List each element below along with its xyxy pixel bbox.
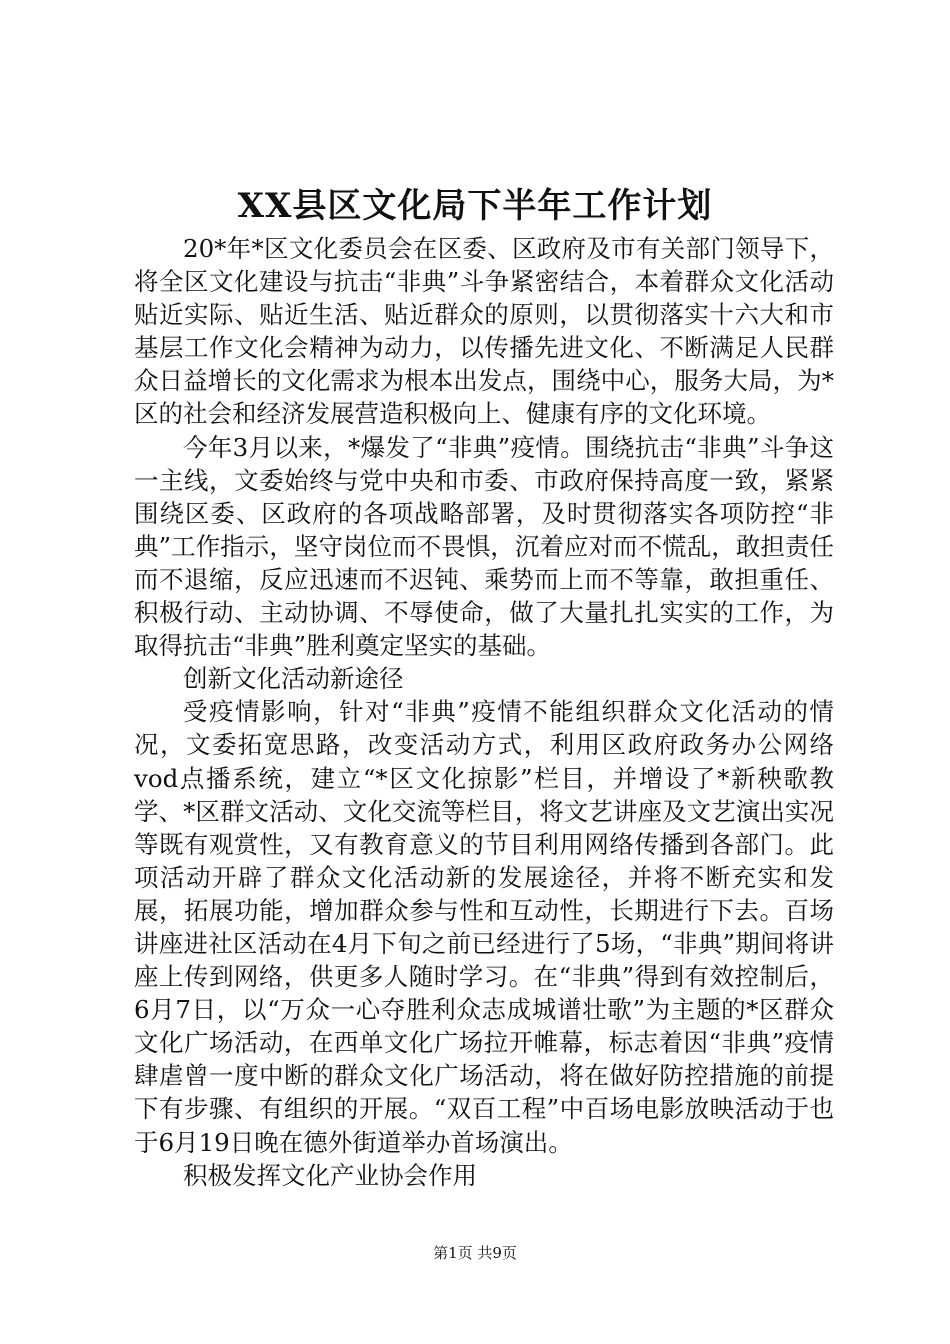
section-heading-innovation: 创新文化活动新途径 (183, 664, 404, 694)
paragraph-sars: 今年3月以来，*爆发了“非典”疫情。围绕抗击“非典”斗争这一主线，文委始终与党中央和市委、市政府保持高度一致，紧紧围绕区委、区政府的各项战略部署，及时贯彻落实各项防控“非典”工作指示，坚守岗位而不畏惧，沉着应对而不慌乱，敢担责任而不退缩，反应迅速而不迟钝、乘势而上而不等靠，敢担重任、积极行动、主动协调、不辱使命，做了大量扎扎实实的工作，为取得抗击“非典”胜利奠定坚实的基础。 (134, 432, 834, 661)
document-body (134, 232, 834, 1192)
document-title: XX县区文化局下半年工作计划 (237, 186, 713, 226)
paragraph-intro: 20*年*区文化委员会在区委、区政府及市有关部门领导下，将全区文化建设与抗击“非典”斗争紧密结合，本着群众文化活动贴近实际、贴近生活、贴近群众的原则，以贯彻落实十六大和市基层工作文化会精神为动力，以传播先进文化、不断满足人民群众日益增长的文化需求为根本出发点，围绕中心，服务大局，为*区的社会和经济发展营造积极向上、健康有序的文化环境。 (134, 234, 834, 429)
page-number-footer: 第1页 共9页 (433, 1244, 517, 1262)
paragraph-innovation: 受疫情影响，针对“非典”疫情不能组织群众文化活动的情况，文委拓宽思路，改变活动方式，利用区政府政务办公网络vod点播系统，建立“*区文化掠影”栏目，并增设了*新秧歌教学、*区群文活动、文化交流等栏目，将文艺讲座及文艺演出实况等既有观赏性，又有教育意义的节目利用网络传播到各部门。此项活动开辟了群众文化活动新的发展途径，并将不断充实和发展，拓展功能，增加群众参与性和互动性，长期进行下去。百场讲座进社区活动在4月下旬之前已经进行了5场，“非典”期间将讲座上传到网络，供更多人随时学习。在“非典”得到有效控制后，6月7日，以“万众一心夺胜利众志成城谱壮歌”为主题的*区群众文化广场活动，在西单文化广场拉开帷幕，标志着因“非典”疫情肆虐曾一度中断的群众文化广场活动，将在做好防控措施的前提下有步骤、有组织的开展。“双百工程”中百场电影放映活动于也于6月19日晚在德外街道举办首场演出。 (134, 697, 834, 1157)
section-heading-industry-association: 积极发挥文化产业协会作用 (183, 1160, 477, 1190)
